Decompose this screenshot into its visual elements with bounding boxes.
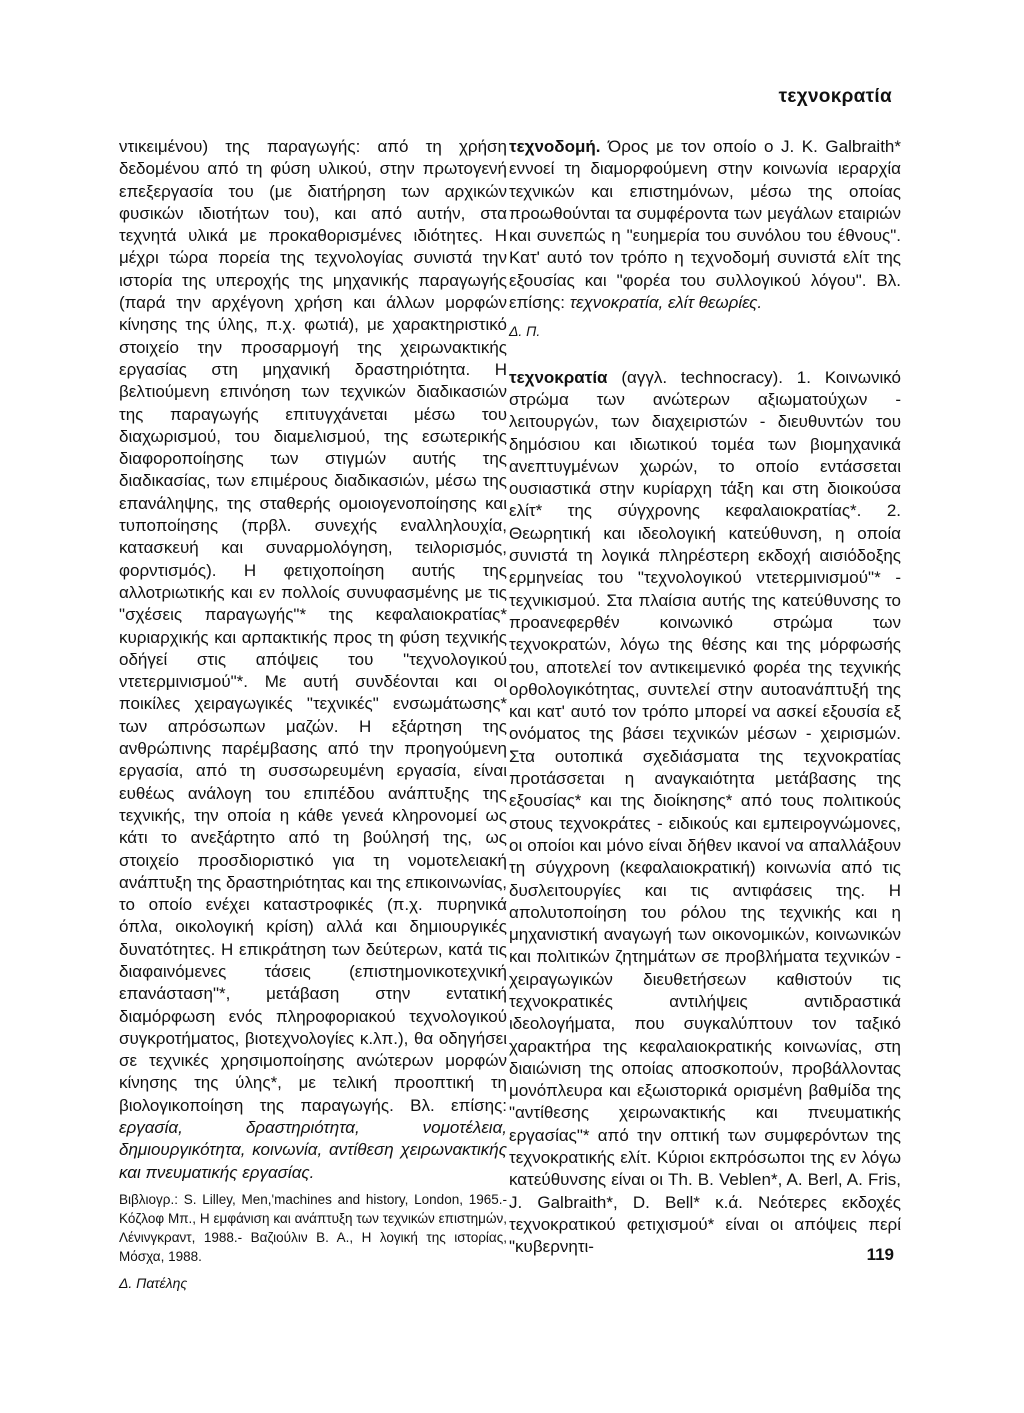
- left-column: [119, 136, 507, 1294]
- running-head: τεχνοκρατία: [778, 86, 892, 107]
- body-text: ντικειμένου) της παραγωγής: από τη χρήση δεδομένου από τη φύση υλικού, στην πρωτογενή επεξεργασία του (με διατήρηση των αρχικών φυσικών ιδιοτήτων του), και από αυτήν, στα τεχνητά υλικά με προκαθορισμένες ιδιότητες. Η μέχρι τώρα πορεία της τεχνολογίας συνιστά την ιστορία της υπεροχής της μηχανικής παραγωγής (παρά την αρχέγονη χρήση και άλλων μορφών κίνησης της ύλης, π.χ. φωτιά), με χαρακτηριστικό στοιχείο την προσαρμογή της χειρωνακτικής εργασίας στη μηχανική δραστηριότητα. Η βελτιούμενη επινόηση των τεχνικών διαδικασιών της παραγωγής επιτυγχάνεται μέσω του διαχωρισμού, του διαμελισμού, της εσωτερικής διαφοροποίησης των στιγμών αυτής της διαδικασίας, των επιμέρους διαδικασιών, μέσω της επανάληψης, της σταθερής ομοιογενοποίησης και τυποποίησης (πρβλ. συνεχής εναλληλουχία, κατασκευή και συναρμολόγηση, τειλορισμός, φορντισμός). Η φετιχοποίηση αυτής της αλλοτριωτικής και εν πολλοίς συνυφασμένης με τις "σχέσεις παραγωγής"* της κεφαλαιοκρατίας* κυριαρχικής και αρπακτικής προς τη φύση τεχνικής οδήγεί στις απόψεις του "τεχνολογικού ντετερμινισμού"*. Με αυτή συνδέονται και οι ποικίλες χειραγωγικές "τεχνικές" ενσωμάτωσης* των απρόσωπων μαζών. Η εξάρτηση της ανθρώπινης παρέμβασης από την προηγούμενη εργασία, από τη συσσωρευμένη εργασία, είναι ευθέως ανάλογη του επιπέδου ανάπτυξης της τεχνικής, την οποία η κάθε γενεά κληρονομεί ως κάτι το ανεξάρτητο από τη βούλησή της, ως στοιχείο προσδιοριστικό για τη νομοτελειακή ανάπτυξη της δραστηριότητας και της επικοινωνίας, το οποίο ενέχει καταστροφικές (π.χ. πυρηνικά όπλα, οικολογική κρίση) αλλά και δημιουργικές δυνατότητες. Η επικράτηση των δεύτερων, κατά τις διαφαινόμενες τάσεις (επιστημονικοτεχνική επανάσταση"*, μετάβαση στην εντατική διαμόρφωση ενός πληροφοριακού τεχνολογικού συγκροτήματος, βιοτεχνολογίες κ.λπ.), θα οδηγήσει σε τεχνικές χρησιμοποίησης ανώτερων μορφών κίνησης της ύλης*, με τελική προοπτική τη βιολογικοποίηση της παραγωγής. Βλ. επίσης:: [119, 137, 507, 1115]
- see-also-links: εργασία, δραστηριότητα, νομοτέλεια, δημιουργικότητα, κοινωνία, αντίθεση χειρωνακτικής και πνευματικής εργασίας.: [119, 1118, 507, 1182]
- entry-technostructure: [509, 136, 901, 314]
- entry-term: τεχνοκρατία: [509, 367, 608, 387]
- bibliography-item: Βαζιούλιν Β. Α., Η λογική της ιστορίας, Μόσχα, 1988.: [119, 1229, 507, 1264]
- entry-text: Όρος με τον οποίο ο J. K. Galbraith* εννοεί τη διαμορφούμενη στην κοινωνία ιεραρχία τεχνικών και επιστημόνων, μέσω της οποίας προωθούνται τα συμφέροντα των μεγάλων εταιριών και συνεπώς η "ευημερία του συνόλου του έθνους". Κατ' αυτό τον τρόπο η τεχνοδομή συνιστά ελίτ της εξουσίας και "φορέα του συλλογικού λόγου". Βλ. επίσης:: [509, 137, 901, 313]
- bibliography: [119, 1190, 507, 1266]
- author-signature: Δ. Πατέλης: [119, 1274, 188, 1291]
- bibliography-item: Κόζλοφ Μπ., Η εμφάνιση και ανάπτυξη των τεχνικών επιστημών, Λένινγκραντ, 1988.-: [119, 1210, 507, 1245]
- entry-term: τεχνοδομή.: [509, 137, 601, 156]
- entry-text: (αγγλ. technocracy). 1. Κοινωνικό στρώμα των ανώτερων αξιωματούχων - λειτουργών, των διαχειριστών - διευθυντών του δημόσιου και ιδιωτικού τομέα των βιομηχανικά ανεπτυγμένων χωρών, το οποίο εντάσσεται ουσιαστικά στην κυρίαρχη τάξη και στη διοικούσα ελίτ* της σύγχρονης κεφαλαιοκρατίας*. 2. Θεωρητική και ιδεολογική κατεύθυνση, η οποία συνιστά τη λογικά πληρέστερη εκδοχή αισιόδοξης ερμηνείας του "τεχνολογικού ντετερμινισμού"* - τεχνικισμού. Στα πλαίσια αυτής της κατεύθυνσης το προανεφερθέν κοινωνικό στρώμα των τεχνοκρατών, λόγω της θέσης και της μόρφωσής του, αποτελεί τον αντικειμενικό φορέα της τεχνικής ορθολογικότητας, συντελεί στην αυτοανάπτυξή της και κατ' αυτό τον τρόπο μπορεί να ασκεί εξουσία εξ ονόματος της βάσει τεχνικών μέσων - χειρισμών. Στα ουτοπικά σχεδιάσματα της τεχνοκρατίας προτάσσεται η αναγκαιότητα μετάβασης της εξουσίας* και της διοίκησης* από τους πολιτικούς στους τεχνοκράτες - ειδικούς και εμπειρογνώμονες, οι οποίοι και μόνο είναι δήθεν ικανοί να απαλλάξουν τη σύγχρονη (κεφαλαιοκρατική) κοινωνία από τις δυσλειτουργίες και τις αντιφάσεις της. Η απολυτοποίηση του ρόλου της τεχνικής και η μηχανιστική αναγωγή των οικονομικών, κοινωνικών και πολιτικών ζητημάτων σε προβλήματα τεχνικών - χειραγωγικών διευθετήσεων καθιστούν τις τεχνοκρατικές αντιλήψεις αντιδραστικά ιδεολογήματα, που συγκαλύπτουν τον ταξικό χαρακτήρα της κεφαλαιοκρατικής κοινωνίας, στη διαιώνιση της οποίας αποσκοπούν, προβάλλοντας μονόπλευρα και εξωιστορικά ορισμένη βαθμίδα της "αντίθεσης χειρωνακτικής και πνευματικής εργασίας"* από την οπτική των συμφερόντων της τεχνοκρατικής ελίτ. Κύριοι εκπρόσωποι της εν λόγω κατεύθυνσης είναι οι Th. B. Veblen*, A. Berl, A. Fris, J. Galbraith*, D. Bell* κ.ά. Νεότερες εκδοχές τεχνοκρατικού φετιχισμού* είναι οι απόψεις περί "κυβερνητι-: [509, 367, 901, 1257]
- right-column: [509, 136, 901, 1259]
- entry-technocracy: [509, 367, 901, 1259]
- page-number: 119: [866, 1245, 894, 1264]
- bibliography-item: S. Lilley, Men,'machines and history, London, 1965.-: [183, 1191, 507, 1207]
- author-signature: Δ. Π.: [509, 323, 541, 340]
- bibliography-label: Βιβλιογρ.:: [119, 1191, 178, 1207]
- entry-continuation-text: [119, 136, 507, 1184]
- see-also-links: τεχνοκρατία, ελίτ θεωρίες.: [569, 293, 763, 313]
